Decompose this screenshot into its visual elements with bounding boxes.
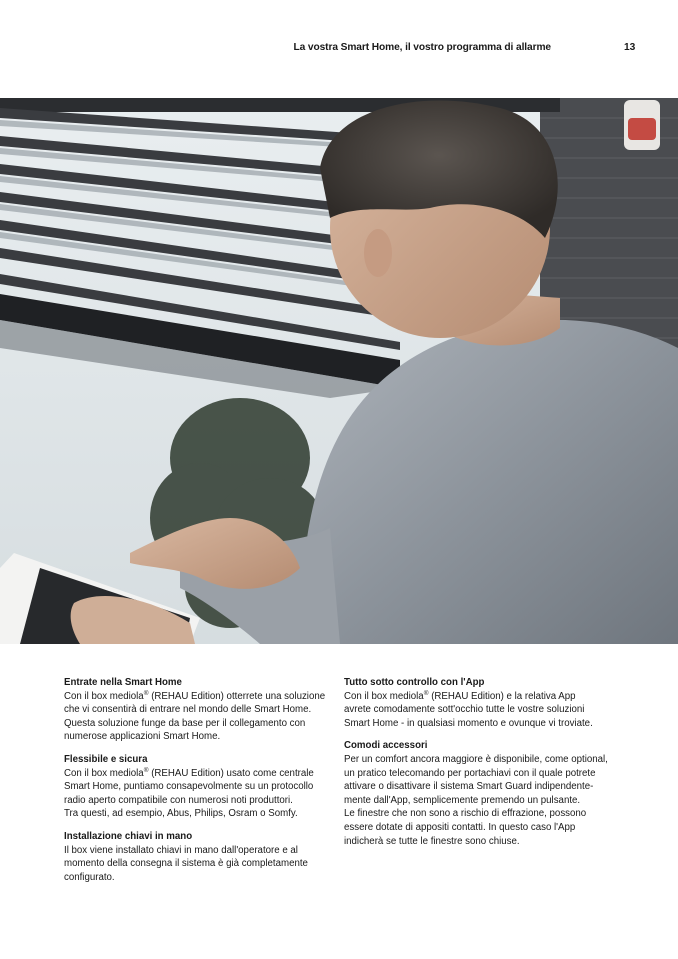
section-accessori	[344, 739, 616, 848]
section-line: essere dotate di appositi contatti. In questo caso l'App	[344, 821, 576, 833]
section-line: Tra questi, ad esempio, Abus, Philips, Osram o Somfy.	[64, 808, 298, 820]
section-line: radio aperto compatibile con numerosi noti produttori.	[64, 794, 293, 806]
section-line: Il box viene installato chiavi in mano dall'operatore e al	[64, 844, 298, 856]
section-line: Con il box mediola® (REHAU Edition) e la relativa App	[344, 689, 576, 702]
hero-photo-illustration	[0, 98, 678, 644]
section-line: mente dall'App, semplicemente premendo un pulsante.	[344, 794, 581, 806]
right-column	[344, 676, 616, 857]
section-body	[64, 767, 336, 821]
section-heading: Installazione chiavi in mano	[64, 830, 193, 842]
section-line: attivare o disattivare il sistema Smart Guard indipendente-	[344, 781, 594, 793]
section-body	[64, 690, 336, 744]
section-line: Le finestre che non sono a rischio di effrazione, possono	[344, 808, 587, 820]
section-heading: Comodi accessori	[344, 740, 428, 752]
section-installazione	[64, 830, 336, 884]
section-line: avrete comodamente sott'occhio tutte le vostre soluzioni	[344, 704, 585, 716]
section-line: un pratico telecomando per portachiavi con il quale potrete	[344, 767, 596, 779]
section-entrate	[64, 676, 336, 744]
section-line: Questa soluzione funge da base per il collegamento con	[64, 717, 306, 729]
header-title: La vostra Smart Home, il vostro programma di allarme	[293, 42, 551, 53]
section-flessibile	[64, 753, 336, 821]
left-column	[64, 676, 336, 893]
page-header	[0, 42, 678, 58]
section-line: che vi consentirà di entrare nel mondo delle Smart Home.	[64, 704, 312, 716]
section-heading: Entrate nella Smart Home	[64, 677, 182, 688]
section-line: numerose applicazioni Smart Home.	[64, 731, 221, 743]
section-body	[344, 753, 616, 848]
section-line: indicherà se tutte le finestre sono chiuse.	[344, 835, 520, 847]
section-line: Smart Home, puntiamo consapevolmente su un protocollo	[64, 781, 314, 793]
section-app-control	[344, 676, 616, 730]
section-heading: Flessibile e sicura	[64, 753, 148, 765]
section-line: configurato.	[64, 871, 115, 883]
section-line: Con il box mediola® (REHAU Edition) usato come centrale	[64, 766, 314, 779]
section-body	[344, 690, 616, 731]
hero-photo	[0, 98, 678, 644]
section-line: Con il box mediola® (REHAU Edition) otterrete una soluzione	[64, 689, 326, 702]
section-line: Per un comfort ancora maggiore è disponibile, come optional,	[344, 753, 608, 765]
section-heading: Tutto sotto controllo con l'App	[344, 677, 485, 688]
section-body	[64, 844, 336, 885]
section-line: Smart Home - in qualsiasi momento e ovunque vi troviate.	[344, 717, 593, 729]
section-line: momento della consegna il sistema è già completamente	[64, 858, 308, 870]
page-number: 13	[624, 42, 636, 53]
